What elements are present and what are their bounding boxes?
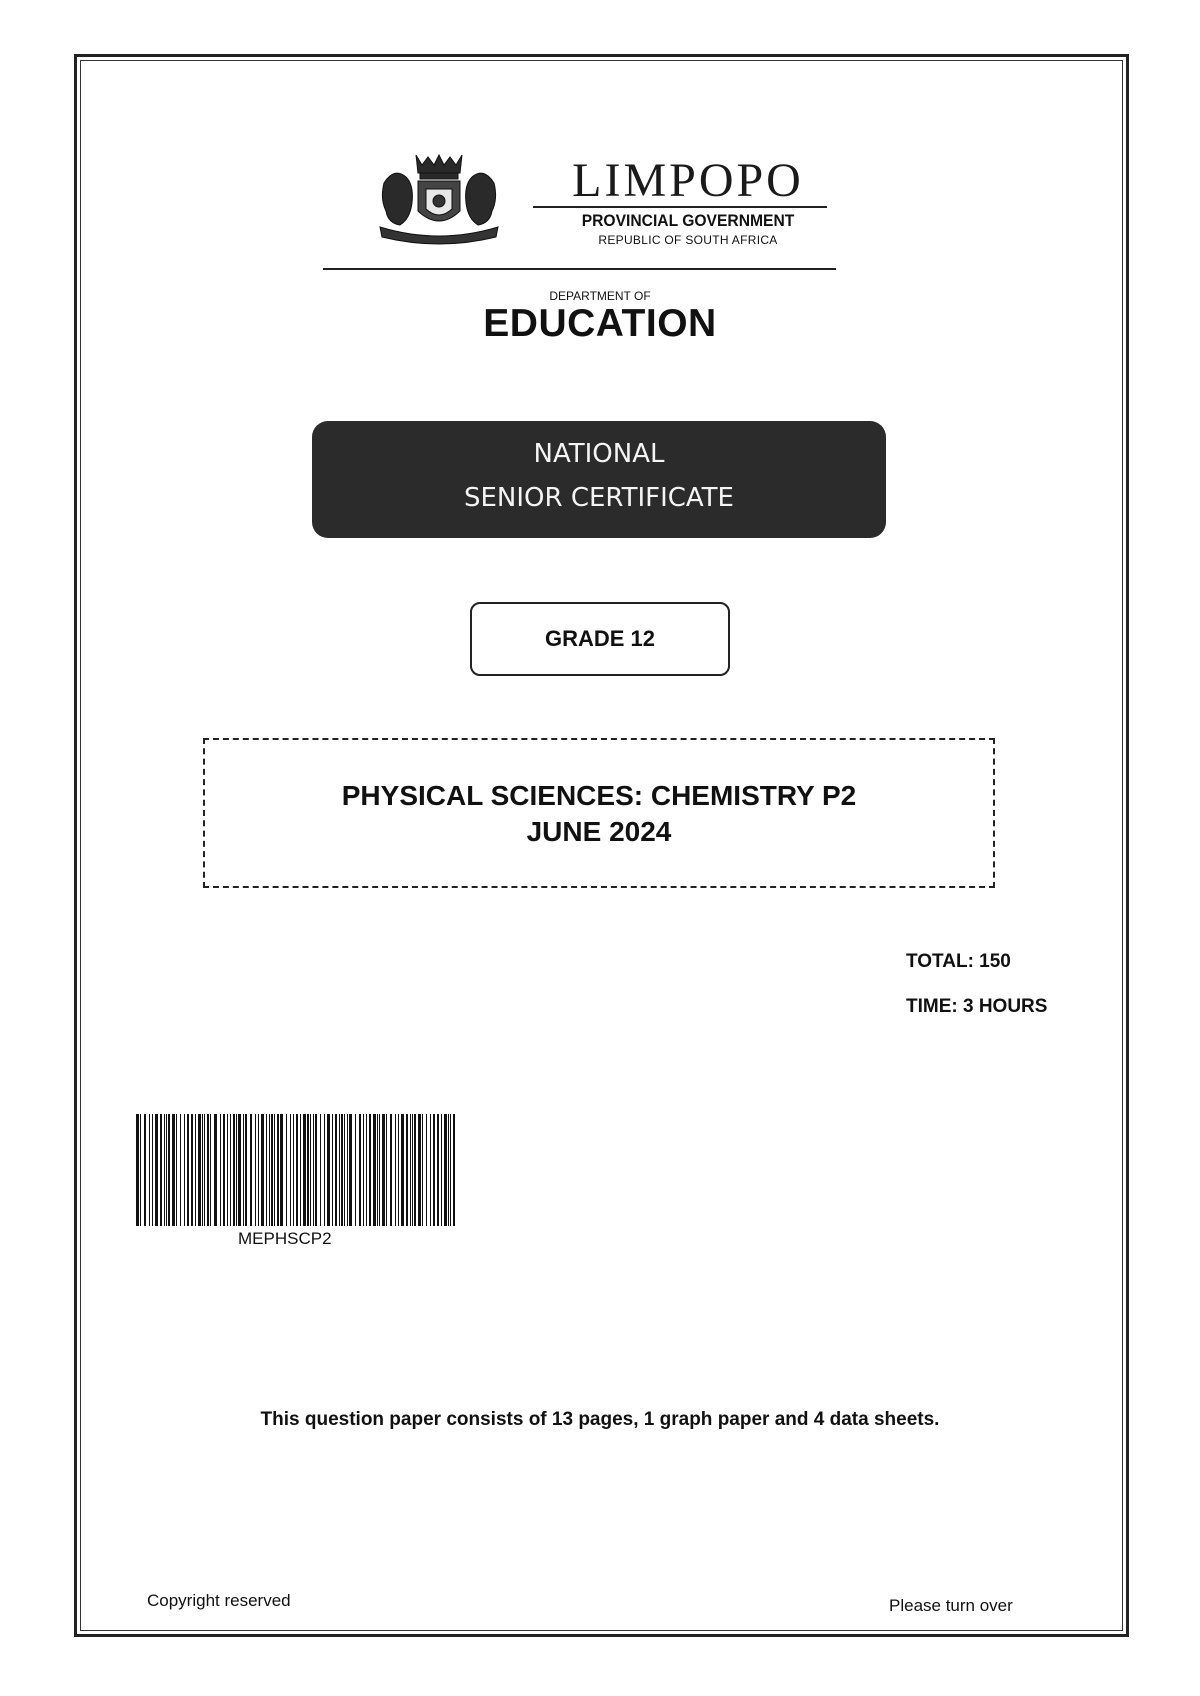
certificate-line-2: SENIOR CERTIFICATE bbox=[463, 483, 734, 513]
province-title: LIMPOPO bbox=[572, 154, 804, 207]
provincial-government-label: PROVINCIAL GOVERNMENT bbox=[581, 211, 795, 230]
certificate-banner bbox=[312, 421, 886, 538]
subject-title: PHYSICAL SCIENCES: CHEMISTRY P2 bbox=[341, 780, 857, 811]
total-marks: TOTAL: 150 bbox=[906, 951, 1011, 972]
exam-duration: TIME: 3 HOURS bbox=[906, 996, 1048, 1017]
page-count-note: This question paper consists of 13 pages, 1 graph paper and 4 data sheets. bbox=[260, 1409, 940, 1430]
country-label: REPUBLIC OF SOUTH AFRICA bbox=[598, 233, 778, 247]
department-name: EDUCATION bbox=[483, 302, 717, 345]
title-underline bbox=[533, 206, 827, 208]
copyright-notice: Copyright reserved bbox=[147, 1591, 291, 1610]
header-divider bbox=[323, 268, 836, 270]
barcode-icon bbox=[136, 1114, 458, 1226]
turn-over-note: Please turn over bbox=[889, 1596, 1013, 1615]
barcode-code: MEPHSCP2 bbox=[238, 1229, 332, 1248]
subject-box bbox=[203, 738, 995, 888]
certificate-line-1: NATIONAL bbox=[533, 439, 665, 469]
exam-session: JUNE 2024 bbox=[526, 816, 672, 847]
department-prefix: DEPARTMENT OF bbox=[549, 289, 651, 303]
grade-label: GRADE 12 bbox=[470, 602, 730, 676]
coat-of-arms-icon bbox=[376, 153, 502, 247]
